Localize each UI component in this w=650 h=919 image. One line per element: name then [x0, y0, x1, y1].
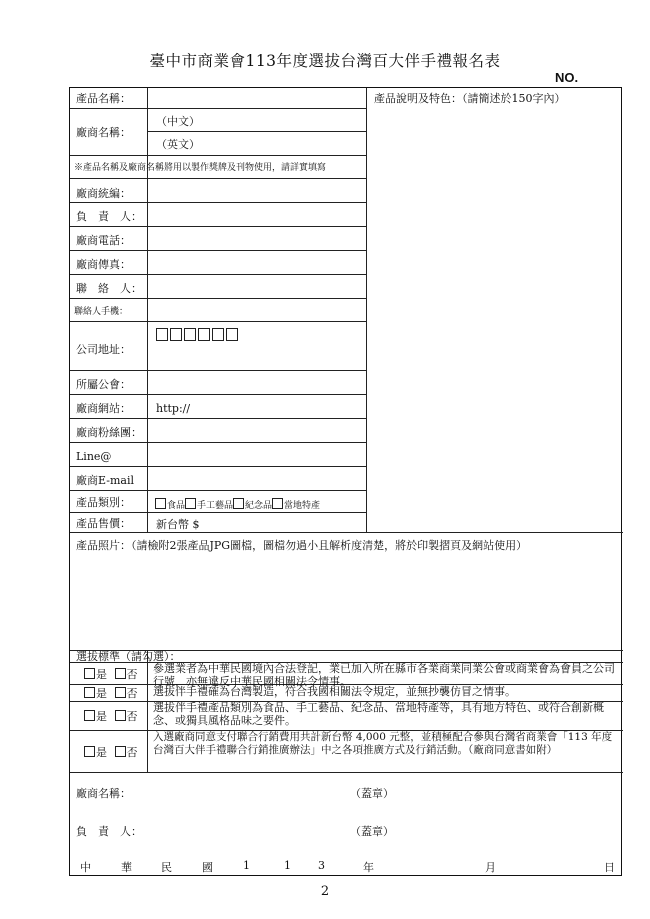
email-label: 廠商E-mail	[76, 474, 134, 487]
sign-owner-seal: （蓋章）	[350, 825, 394, 838]
website-value: http://	[156, 402, 191, 415]
criteria-item-1: 參選業者為中華民國境內合法登記，業已加入所在縣市各業商業同業公會或商業會為會員之公司行號，亦無違反中華民國相關法令情事。	[153, 662, 615, 688]
checkbox-handicraft[interactable]	[185, 498, 196, 509]
date-char: 月	[485, 861, 496, 874]
date-char: 3	[318, 859, 325, 872]
product-photo-label: 產品照片：（請檢附2張產品JPG圖檔，圖檔勿過小且解析度清楚，將於印製摺頁及網站使用）	[76, 539, 528, 552]
category-option: 食品	[167, 501, 186, 511]
website-label: 廠商網站：	[76, 402, 131, 415]
category-option: 紀念品	[245, 501, 273, 511]
product-description-label: 產品說明及特色：（請簡述於150字內）	[374, 92, 566, 105]
price-value: 新台幣 $	[156, 518, 200, 531]
price-label: 產品售價：	[76, 517, 131, 530]
criteria-item-4: 入選廠商同意支付聯合行銷費用共計新台幣 4,000 元整，並積極配合參與台灣省商業會「113 年度台灣百大伴手禮聯合行銷推廣辦法」中之各項推廣方式及行銷活動。（廠商同意書如附）	[153, 731, 613, 756]
criteria-heading: 選拔標準（請勾選）：	[76, 650, 181, 663]
criteria-item-3: 選拔伴手禮產品類別為食品、手工藝品、紀念品、當地特產等，具有地方特色、或符合創新概念、或獨具風格品味之要件。	[153, 701, 604, 727]
category-options[interactable]	[155, 498, 320, 511]
date-char: 日	[604, 861, 615, 874]
date-char: 中	[80, 861, 91, 874]
category-option: 當地特產	[284, 501, 321, 511]
owner-label: 負 責 人：	[76, 210, 142, 223]
checkbox-souvenir[interactable]	[233, 498, 244, 509]
category-option: 手工藝品	[197, 501, 234, 511]
category-label: 產品類別：	[76, 496, 131, 509]
english-label: （英文）	[156, 138, 200, 151]
form-frame	[69, 87, 622, 876]
checkbox-food[interactable]	[155, 498, 166, 509]
chinese-label: （中文）	[156, 115, 200, 128]
description-column-divider	[366, 88, 367, 532]
criteria-item-2: 選拔伴手禮確為台灣製造，符合我國相關法令規定，並無抄襲仿冒之情事。	[153, 685, 516, 698]
form-number-label: NO.	[555, 70, 579, 85]
contact-label: 聯 絡 人：	[76, 282, 142, 295]
sign-owner-label: 負 責 人：	[76, 825, 142, 838]
date-char: 年	[363, 861, 374, 874]
line-label: Line@	[76, 450, 112, 463]
form-title: 臺中市商業會113年度選拔台灣百大伴手禮報名表	[149, 52, 501, 70]
date-char: 華	[121, 861, 132, 874]
vendor-name-label: 廠商名稱：	[76, 126, 131, 139]
criteria-checkboxes-1[interactable]: 是 否	[84, 668, 138, 680]
postal-code-boxes[interactable]	[156, 328, 240, 343]
sign-vendor-seal: （蓋章）	[350, 787, 394, 800]
date-char: 1	[284, 859, 291, 872]
product-name-label: 產品名稱：	[76, 92, 131, 105]
page-number: 2	[320, 884, 330, 899]
date-char: 國	[202, 861, 213, 874]
tax-id-label: 廠商統編：	[76, 187, 131, 200]
union-label: 所屬公會：	[76, 378, 131, 391]
criteria-checkboxes-3[interactable]: 是 否	[84, 710, 138, 722]
address-label: 公司地址：	[76, 343, 131, 356]
criteria-checkboxes-2[interactable]: 是 否	[84, 687, 138, 699]
notice-text: ※產品名稱及廠商名稱將用以製作獎牌及刊物使用，請詳實填寫	[74, 163, 327, 173]
checkbox-local[interactable]	[272, 498, 283, 509]
sign-vendor-label: 廠商名稱：	[76, 787, 131, 800]
date-char: 1	[243, 859, 250, 872]
criteria-checkboxes-4[interactable]: 是 否	[84, 746, 138, 758]
criteria-column-divider	[147, 650, 148, 772]
fax-label: 廠商傳真：	[76, 258, 131, 271]
mobile-label: 聯絡人手機：	[74, 307, 129, 317]
fanpage-label: 廠商粉絲團：	[76, 426, 142, 439]
phone-label: 廠商電話：	[76, 234, 131, 247]
date-char: 民	[161, 861, 172, 874]
